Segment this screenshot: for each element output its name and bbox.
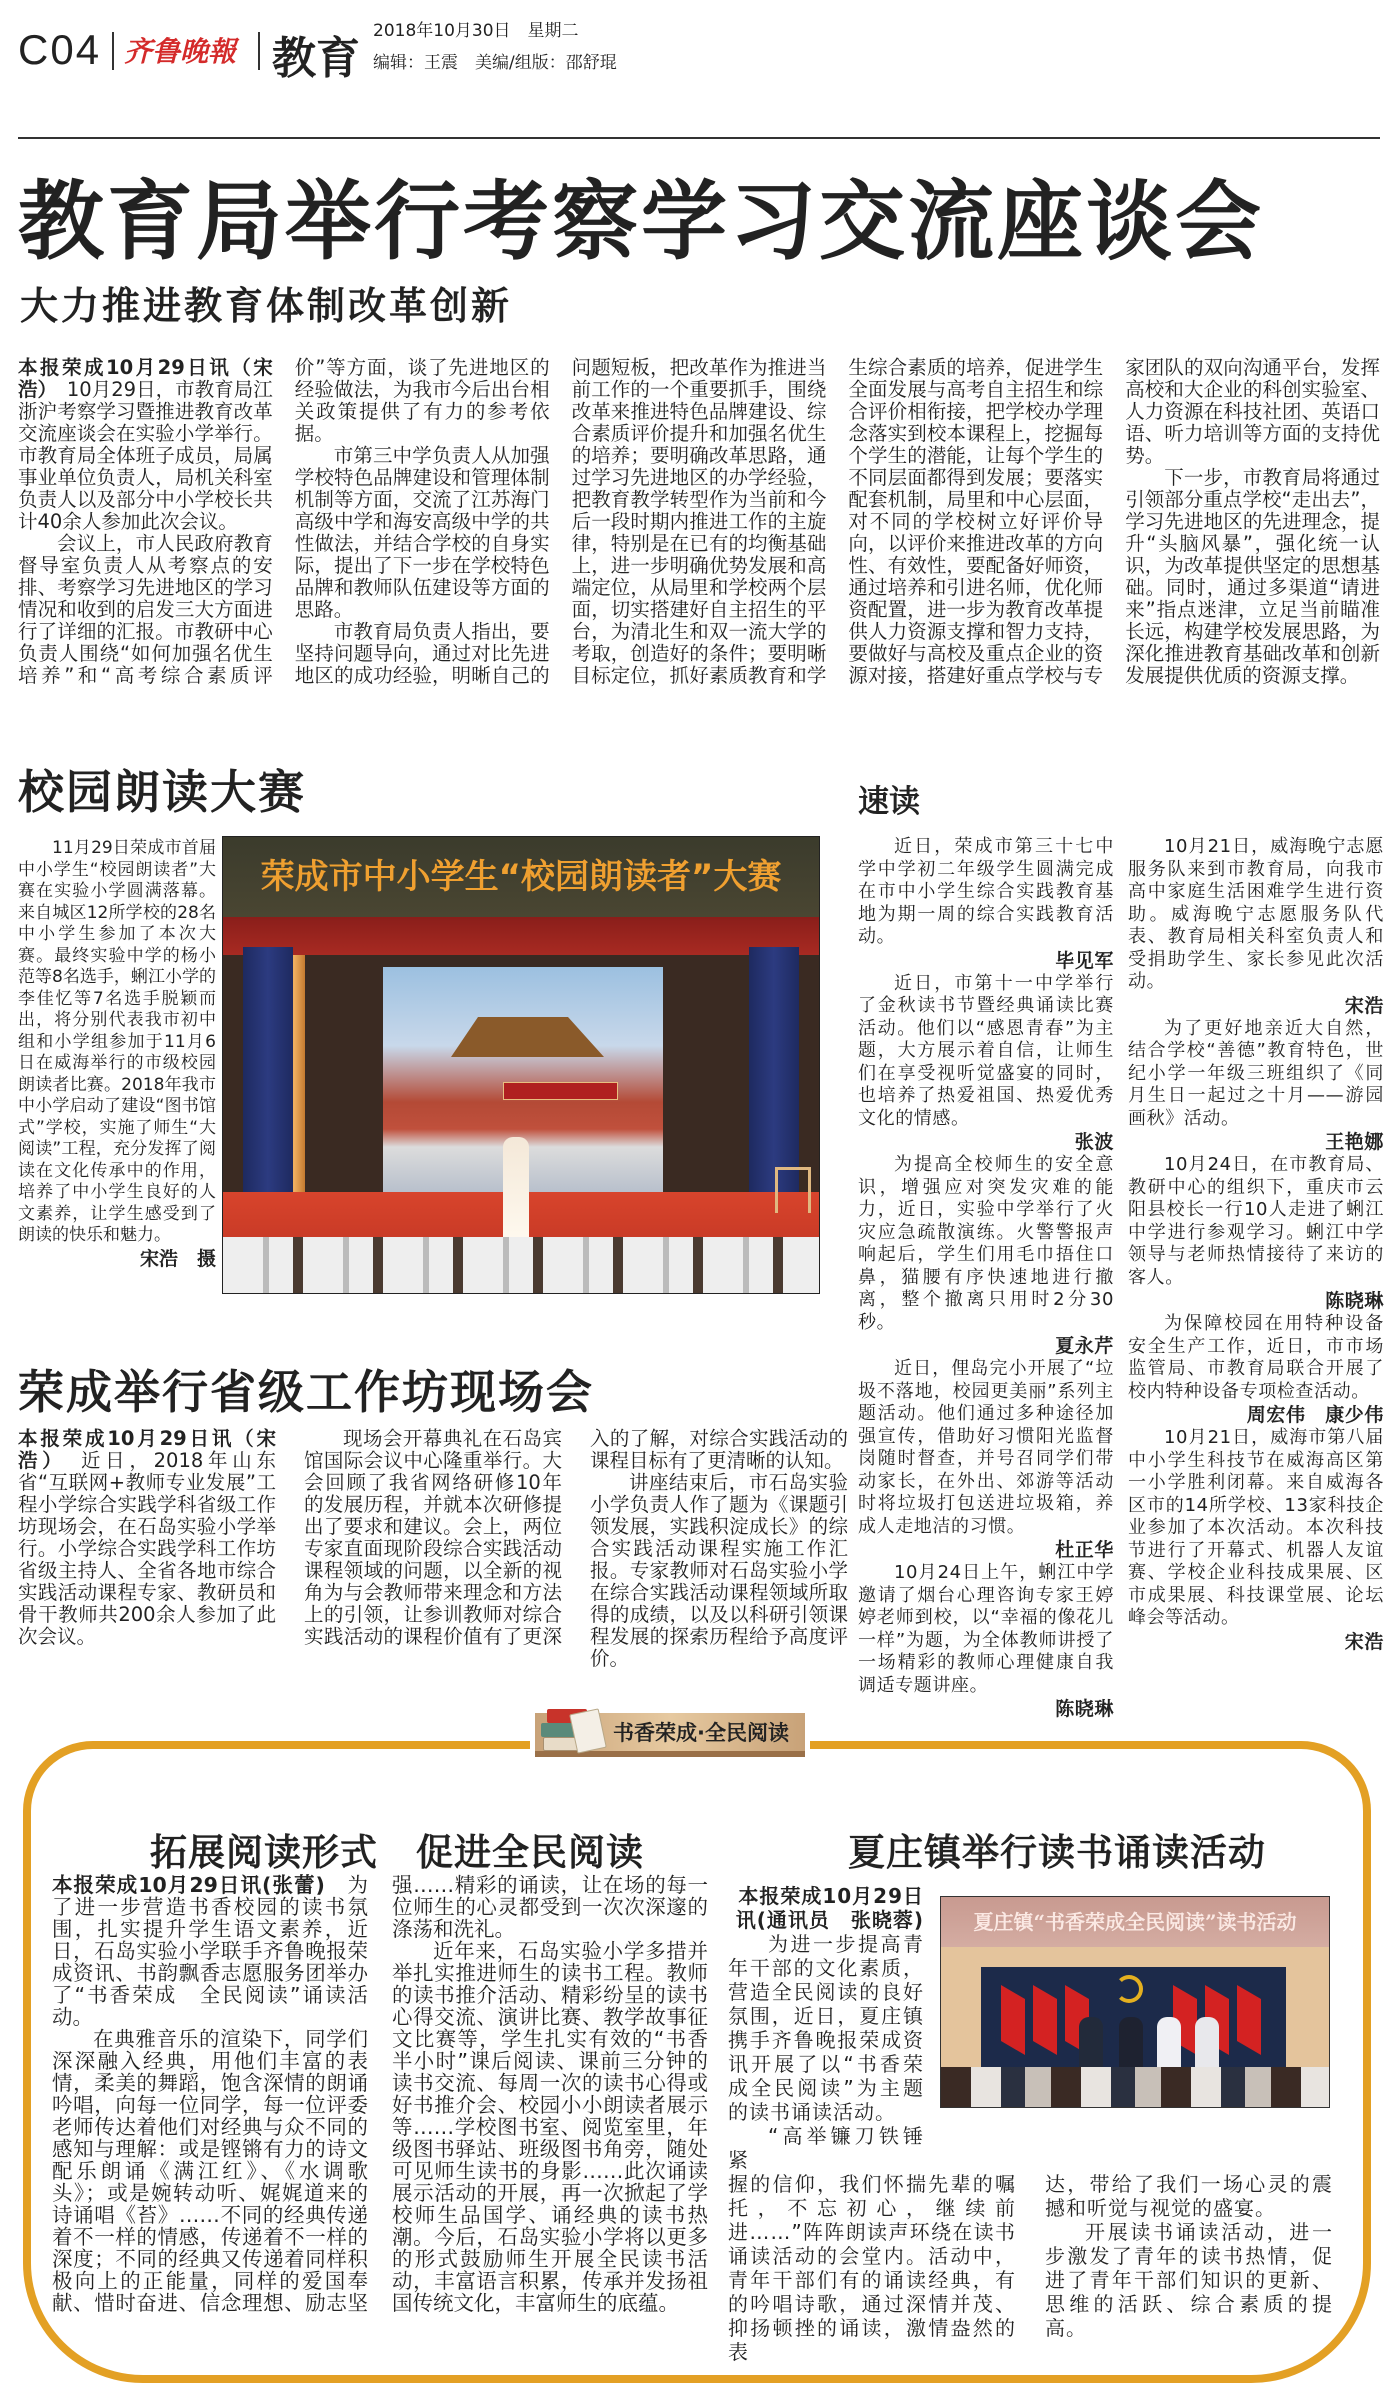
brief-text: 近日，荣成市第三十七中学中学初二年级学生圆满完成在市中小学生综合实践教育基地为期一周的综合实践教育活动。 <box>858 836 1114 947</box>
curtain <box>243 947 293 1227</box>
lead-story-body <box>18 357 1380 687</box>
brief-author: 张波 <box>1074 1131 1114 1153</box>
paragraph-text: 为了进一步营造书香校园的读书氛围，扎实提升学生语文素养，近日，石岛实验小学联手齐鲁晚报荣成资讯、书韵飘香志愿服务团举办了“书香荣成 全民阅读”诵读活动。 <box>52 1873 369 2029</box>
reading-contest-caption <box>18 838 216 1270</box>
speaker-figure <box>503 1137 529 1247</box>
workshop-story-title: 荣成举行省级工作坊现场会 <box>18 1365 594 1419</box>
lead-paragraph <box>18 357 273 533</box>
audience <box>941 2067 1329 2108</box>
brief-text: 10月21日，威海市第八届中小学生科技节在威海高区第一小学胜利闭幕。来自威海各区市的14所学校、13家科技企业参加了本次活动。本次科技节进行了开幕式、机器人友谊赛、学校企业科技成果展、区市成果展、科技课堂展、论坛峰会等活动。 <box>1128 1427 1384 1628</box>
divider <box>258 32 260 70</box>
gate-sign <box>503 1082 618 1100</box>
quick-read-column-2 <box>1128 836 1384 1654</box>
dateline: 本报荣成10月29日讯(张蕾) <box>52 1873 325 1897</box>
table <box>775 1167 811 1213</box>
paragraph: 开展读书诵读活动，进一步激发了青年的读书热情，促进了青年干部们知识的更新、思维的活跃、综合素质的提高。 <box>1045 2220 1333 2340</box>
brief-author: 杜正华 <box>1055 1539 1114 1561</box>
paragraph: 下一步，市教育局将通过引领部分重点学校“走出去”，学习先进地区的先进理念，提升“头脑风暴”，强化统一认识，为改革提供坚定的思想基础。同时，通过多渠道“请进来”指点迷津，立足当前瞄准长远，构建学校发展思路，为深化推进教育基础改革和创新发展提供优质的资源支撑。 <box>1125 466 1380 687</box>
paragraph: 握的信仰，我们怀揣先辈的嘱托，不忘初心，继续前进……”阵阵朗读声环绕在读书诵读活动的会堂内。活动中，青年干部们有的诵读经典，有的吟唱诗歌，通过深情并茂、抑扬顿挫的诵读，激情盎然的表 <box>728 2172 1016 2364</box>
page-number: C04 <box>18 26 102 73</box>
brief-text: 10月24日上午，蜊江中学邀请了烟台心理咨询专家王婷婷老师到校，以“幸福的像花儿一样”为题，为全体教师讲授了一场精彩的教师心理健康自我调适专题讲座。 <box>858 1562 1114 1696</box>
brief-author: 毕见军 <box>1055 949 1114 972</box>
banner-text: 书香荣成·全民阅读 <box>613 1721 789 1745</box>
brief-author: 陈晓琳 <box>1055 1698 1114 1720</box>
brief-text: 为提高全校师生的安全意识，增强应对突发灾难的能力，近日，实验中学举行了火灾应急疏散演练。火警警报声响起后，学生们用毛巾捂住口鼻，猫腰有序快速地进行撤离，整个撤离只用时2分30秒。 <box>858 1154 1114 1333</box>
dateline: 本报荣成10月29日讯（宋浩） <box>18 1427 276 1472</box>
brief-text: 为保障校园在用特种设备安全生产工作，近日，市市场监管局、市教育局联合开展了校内特种设备专项检查活动。 <box>1128 1313 1384 1402</box>
caption-text: 11月29日荣成市首届中小学生“校园朗读者”大赛在实验小学圆满落幕。来自城区12所学校的28名中小学生参加了本次大赛。最终实验中学的杨小范等8名选手，蜊江小学的李佳忆等7名选手脱颖而出，将分别代表我市初中组和小学组参加于11月6日在威海举行的市级校园朗读者比赛。2018年我市中小学启动了建设“图书馆式”学校，实施了师生“大阅读”工程，充分发挥了阅读在文化传承中的作用，培养了中小学生良好的人文素养，让学生感受到了朗读的快乐和魅力。 <box>18 838 216 1245</box>
lead-paragraph <box>18 1428 276 1648</box>
brief-author: 宋浩 <box>1344 994 1384 1017</box>
dateline: 本报荣成10月29日讯（宋浩） <box>18 356 273 401</box>
lead-subheadline: 大力推进教育体制改革创新 <box>20 284 513 328</box>
brief-text: 10月24日，在市教育局、教研中心的组织下，重庆市云阳县校长一行10人走进了蜊江中学进行参观学习。蜊江中学领导与老师热情接待了来访的客人。 <box>1128 1154 1384 1288</box>
brief-author: 周宏伟 康少伟 <box>1246 1404 1384 1426</box>
section-title: 教育 <box>272 33 360 84</box>
divider <box>112 32 114 70</box>
quick-read-column-1 <box>858 836 1114 1721</box>
section-banner <box>535 1705 805 1761</box>
emblem-icon <box>1115 1975 1143 2003</box>
paragraph: “高举镰刀铁锤紧 <box>728 2124 924 2172</box>
workshop-story-body <box>18 1428 848 1670</box>
xiazhuang-column-2 <box>1045 2172 1333 2340</box>
brief-author: 王艳娜 <box>1325 1131 1384 1153</box>
xiazhuang-photo <box>940 1896 1330 2108</box>
lead-headline: 教育局举行考察学习交流座谈会 <box>18 172 1264 272</box>
audience-seats <box>223 1237 819 1294</box>
issue-date: 2018年10月30日 星期二 <box>373 21 579 41</box>
paragraph: 现场会开幕典礼在石岛宾馆国际会议中心隆重举行。大会回顾了我省网络研修10年的发展历程，并就本次研修提出了要求和建议。会上，两位专家直面现阶段综合实践活动课程领域的问题，以全新的视角为与会教师带来理念和方法上的引领，让参训教师对综合实践活动的课程价值有了更深入的了解，对综合实践活动的课程目标有了更清晰的认知。 <box>304 1427 848 1648</box>
paragraph: 为进一步提高青年干部的文化素质，营造全民阅读的良好氛围，近日，夏庄镇携手齐鲁晚报荣成资讯开展了以“书香荣成全民阅读”为主题的读书诵读活动。 <box>728 1932 924 2124</box>
paragraph: 达，带给了我们一场心灵的震撼和听觉与视觉的盛宴。 <box>1045 2172 1333 2220</box>
brief-author: 夏永芹 <box>1055 1335 1114 1357</box>
lead-paragraph <box>52 1874 368 2028</box>
header-rule <box>18 137 1380 139</box>
xiazhuang-intro-column <box>728 1884 924 2172</box>
reading-story-body <box>52 1874 708 2314</box>
curtain <box>223 917 819 955</box>
reading-contest-photo <box>222 836 820 1294</box>
dateline: 本报荣成10月29日讯(通讯员 张晓蓉) <box>735 1884 924 1932</box>
brief-text: 10月21日，威海晚宁志愿服务队来到市教育局，向我市高中家庭生活困难学生进行资助。威海晚宁志愿服务队代表、教育局相关科室负责人和受捐助学生、家长参见此次活动。 <box>1128 836 1384 992</box>
xiazhuang-story-title: 夏庄镇举行读书诵读活动 <box>848 1831 1266 1874</box>
brief-author: 宋浩 <box>1344 1630 1384 1653</box>
paragraph: 讲座结束后，市石岛实验小学负责人作了题为《课题引领发展，实践积淀成长》的综合实践活动课程实施工作汇报。专家教师对石岛实验小学在综合实践活动课程领域所取得的成绩，以及以科研引领课程发展的探索历程给予高度评价。 <box>590 1471 848 1670</box>
paragraph: 市第三中学负责人从加强学校特色品牌建设和管理体制机制等方面，交流了江苏海门高级中学和海安高级中学的共性做法，并结合学校的自身实际，提出了下一步在学校特色品牌和教师队伍建设等方面的思路。 <box>294 444 550 621</box>
paragraph-text: 10月29日，市教育局江浙沪考察学习暨推进教育改革交流座谈会在实验小学举行。市教育局全体班子成员，局属事业单位负责人，局机关科室负责人以及部分中小学校长共计40余人参加此次会议。 <box>18 378 273 533</box>
reading-contest-title: 校园朗读大赛 <box>18 765 306 819</box>
brief-text: 为了更好地亲近大自然，结合学校“善德”教育特色，世纪小学一年级三班组织了《同月生日一起过之十月——游园画秋》活动。 <box>1128 1017 1384 1129</box>
newspaper-logo: 齐鲁晚報 <box>124 35 237 68</box>
paragraph: 市教育局负责人指出，要坚持问题导向，通过对比先进地区的成功经验，明晰自己的问题短板，把改革作为推进当前工作的一个重要抓手，围绕改革来推进特色品牌建设、综合素质评价提升和加强名优生的培养；要明确改革思路，通过学习先进地区的办学经验，把教育教学转型作为当前和今后一段时期内推进工作的主旋律，特别是在已有的均衡基础上，进一步明确优势发展和高端定位，从局里和学校两个层面，切实搭建好自主招生的平台，为清北生和双一流大学的考取，创造好的条件；要明晰目标定位，抓好素质教育和学生综合素质的培养，促进学生全面发展与高考自主招生和综合评价相衔接，把学校办学理念落实到校本课程上，挖掘每个学生的潜能，让每个学生的不同层面都得到发展；要落实配套机制，局里和中心层面，对不同的学校树立好评价导向，以评价来推进改革的方向性、有效性，要配备好师资，通过培养和引进名师，优化师资配置，进一步为教育改革提供人力资源支撑和智力支持，要做好与高校及重点企业的资源对接，搭建好重点学校与专家团队的双向沟通平台，发挥高校和大企业的科创实验室、人力资源在科技社团、英语口语、听力培训等方面的支持优势。 <box>294 356 1380 687</box>
gate-roof <box>433 1007 613 1057</box>
reading-story-title: 拓展阅读形式 促进全民阅读 <box>150 1831 644 1874</box>
quick-read-title: 速读 <box>858 784 920 820</box>
paragraph: 会议上，市人民政府教育督导室负责人从考察点的安排、考察学习先进地区的学习情况和收到的启发三大方面进行了详细的汇报。市教研中心负责人围绕“如何加强名优生培养”和“高考综合素质评价”等方面，谈了先进地区的经验做法，为我市今后出台相关政策提供了有力的参考依据。 <box>18 356 550 687</box>
paragraph-text: 近日，2018年山东省“互联网+教师专业发展”工程小学综合实践学科省级工作坊现场会，在石岛实验小学举行。小学综合实践学科工作坊省级主持人、全省各地市综合实践活动课程专家、教研员和骨干教师共200余人参加了此次会议。 <box>18 1449 276 1648</box>
paragraph: 在典雅音乐的渲染下，同学们深深融入经典，用他们丰富的表情，柔美的舞蹈，饱含深情的朗诵吟唱，向每一位同学，每一位评委老师传达着他们对经典与众不同的感知与理解：或是铿锵有力的诗文配乐朗诵《满江红》、《水调歌头》；或是婉转动听、娓娓道来的诗诵唱《苔》……不同的经典传递着不一样的情感，传递着不一样的深度；不同的经典又传递着同样积极向上的正能量，同样的爱国奉献、惜时奋进、信念理想、励志坚强……精彩的诵读，让在场的每一位师生的心灵都受到一次次深邃的涤荡和洗礼。 <box>52 1873 708 2315</box>
books-icon <box>537 1703 607 1757</box>
brief-text: 近日，市第十一中学举行了金秋读书节暨经典诵读比赛活动。他们以“感恩青春”为主题，大方展示着自信，让师生们在享受视听觉盛宴的同时，也培养了热爱祖国、热爱优秀文化的情感。 <box>858 972 1114 1129</box>
photo-banner-text: 荣成市中小学生“校园朗读者”大赛 <box>223 837 819 917</box>
brief-author: 陈晓琳 <box>1325 1290 1384 1312</box>
xiazhuang-column-1 <box>728 2172 1016 2364</box>
brief-text: 近日，俚岛完小开展了“垃圾不落地，校园更美丽”系列主题活动。他们通过多种途径加强宣传，借助好习惯阳光监督岗随时督查，并号召同学们带动家长，在外出、郊游等活动时将垃圾打包送进垃圾箱，养成人走地洁的习惯。 <box>858 1358 1114 1537</box>
photo-credit: 宋浩 摄 <box>139 1247 216 1270</box>
editor-credits: 编辑：王震 美编/组版：邵舒琨 <box>373 53 617 73</box>
photo-banner-text: 夏庄镇“书香荣成全民阅读”读书活动 <box>941 1897 1329 1947</box>
paragraph: 近年来，石岛实验小学多措并举扎实推进师生的读书工程。教师的读书推介活动、精彩纷呈的读书心得交流、演讲比赛、教学故事征文比赛等，学生扎实有效的“书香半小时”课后阅读、课前三分钟的读书交流、每周一次的读书心得或好书推介会、校园小小朗读者展示等……学校图书室、阅览室里，年级图书驿站、班级图书角旁，随处可见师生读书的身影……此次诵读展示活动的开展，再一次掀起了学校师生品国学、诵经典的读书热潮。今后，石岛实验小学将以更多的形式鼓励师生开展全民读书活动，丰富语言积累，传承并发扬祖国传统文化，丰富师生的底蕴。 <box>392 1939 708 2315</box>
